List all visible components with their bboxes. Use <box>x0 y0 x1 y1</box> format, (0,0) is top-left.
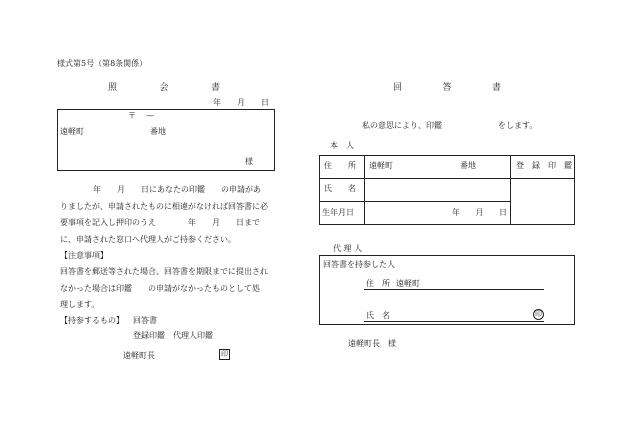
answer-title: 回 答 書 <box>393 83 501 93</box>
issuer-name: 遠軽町長 <box>123 351 155 360</box>
issuer-seal-icon: 印 <box>221 350 228 358</box>
inquiry-title: 照 会 書 <box>108 83 220 93</box>
agent-name-label: 氏 名 <box>366 311 390 320</box>
notes-line-1: 回答書を郵送等された場合、回答書を期限までに提出され <box>60 267 268 276</box>
recipient-honorific: 様 <box>245 157 253 166</box>
principal-dob-units: 年 月 日 <box>452 208 507 217</box>
notes-line-3: 理します。 <box>60 300 100 309</box>
agent-address-label: 住 所 <box>366 279 390 288</box>
principal-name-label: 氏 名 <box>324 184 356 193</box>
bring-item-seals: 登録印鑑 代理人印鑑 <box>133 331 213 340</box>
notes-heading: 【注意事項】 <box>60 251 108 260</box>
form-number: 様式第5号（第8条関係） <box>57 59 148 68</box>
principal-address-town: 遠軽町 <box>369 161 393 170</box>
body-line-2: りましたが、申請されたものに相違がなければ回答書に必 <box>60 202 268 211</box>
postal-mark: 〒 <box>128 111 136 120</box>
recipient-town: 遠軽町 <box>60 127 84 136</box>
body-line-3: 要事項を記入し押印のうえ 年 月 日まで <box>60 218 260 227</box>
principal-heading: 本 人 <box>330 141 354 150</box>
agent-address-value: 遠軽町 <box>396 279 420 288</box>
principal-dob-label: 生年月日 <box>322 208 354 217</box>
inquiry-date: 年 月 日 <box>213 98 269 107</box>
body-line-4: に、申請された窓口へ代理人がご持参ください。 <box>60 235 236 244</box>
bring-item-answer-form: 回答書 <box>133 316 157 325</box>
agent-heading: 代 理 人 <box>333 244 363 253</box>
postal-dash: — <box>146 111 154 120</box>
principal-address-lot: 番地 <box>460 161 476 170</box>
principal-address-label: 住 所 <box>324 161 356 170</box>
answer-addressee: 遠軽町長 様 <box>348 339 396 348</box>
agent-seal-icon: 印 <box>535 310 542 318</box>
notes-line-2: なかった場合は印鑑 の申請がなかったものとして処 <box>60 284 260 293</box>
bring-heading: 【持参するもの】 <box>60 316 124 325</box>
answer-statement: 私の意思により、印鑑 をします。 <box>362 121 538 130</box>
registered-seal-label: 登 録 印 鑑 <box>516 161 572 170</box>
recipient-lot: 番地 <box>150 127 166 136</box>
recipient-address-box <box>57 109 275 171</box>
body-line-1: 年 月 日にあなたの印鑑 の申請があ <box>93 185 261 194</box>
agent-box-title: 回答書を持参した人 <box>323 260 395 269</box>
